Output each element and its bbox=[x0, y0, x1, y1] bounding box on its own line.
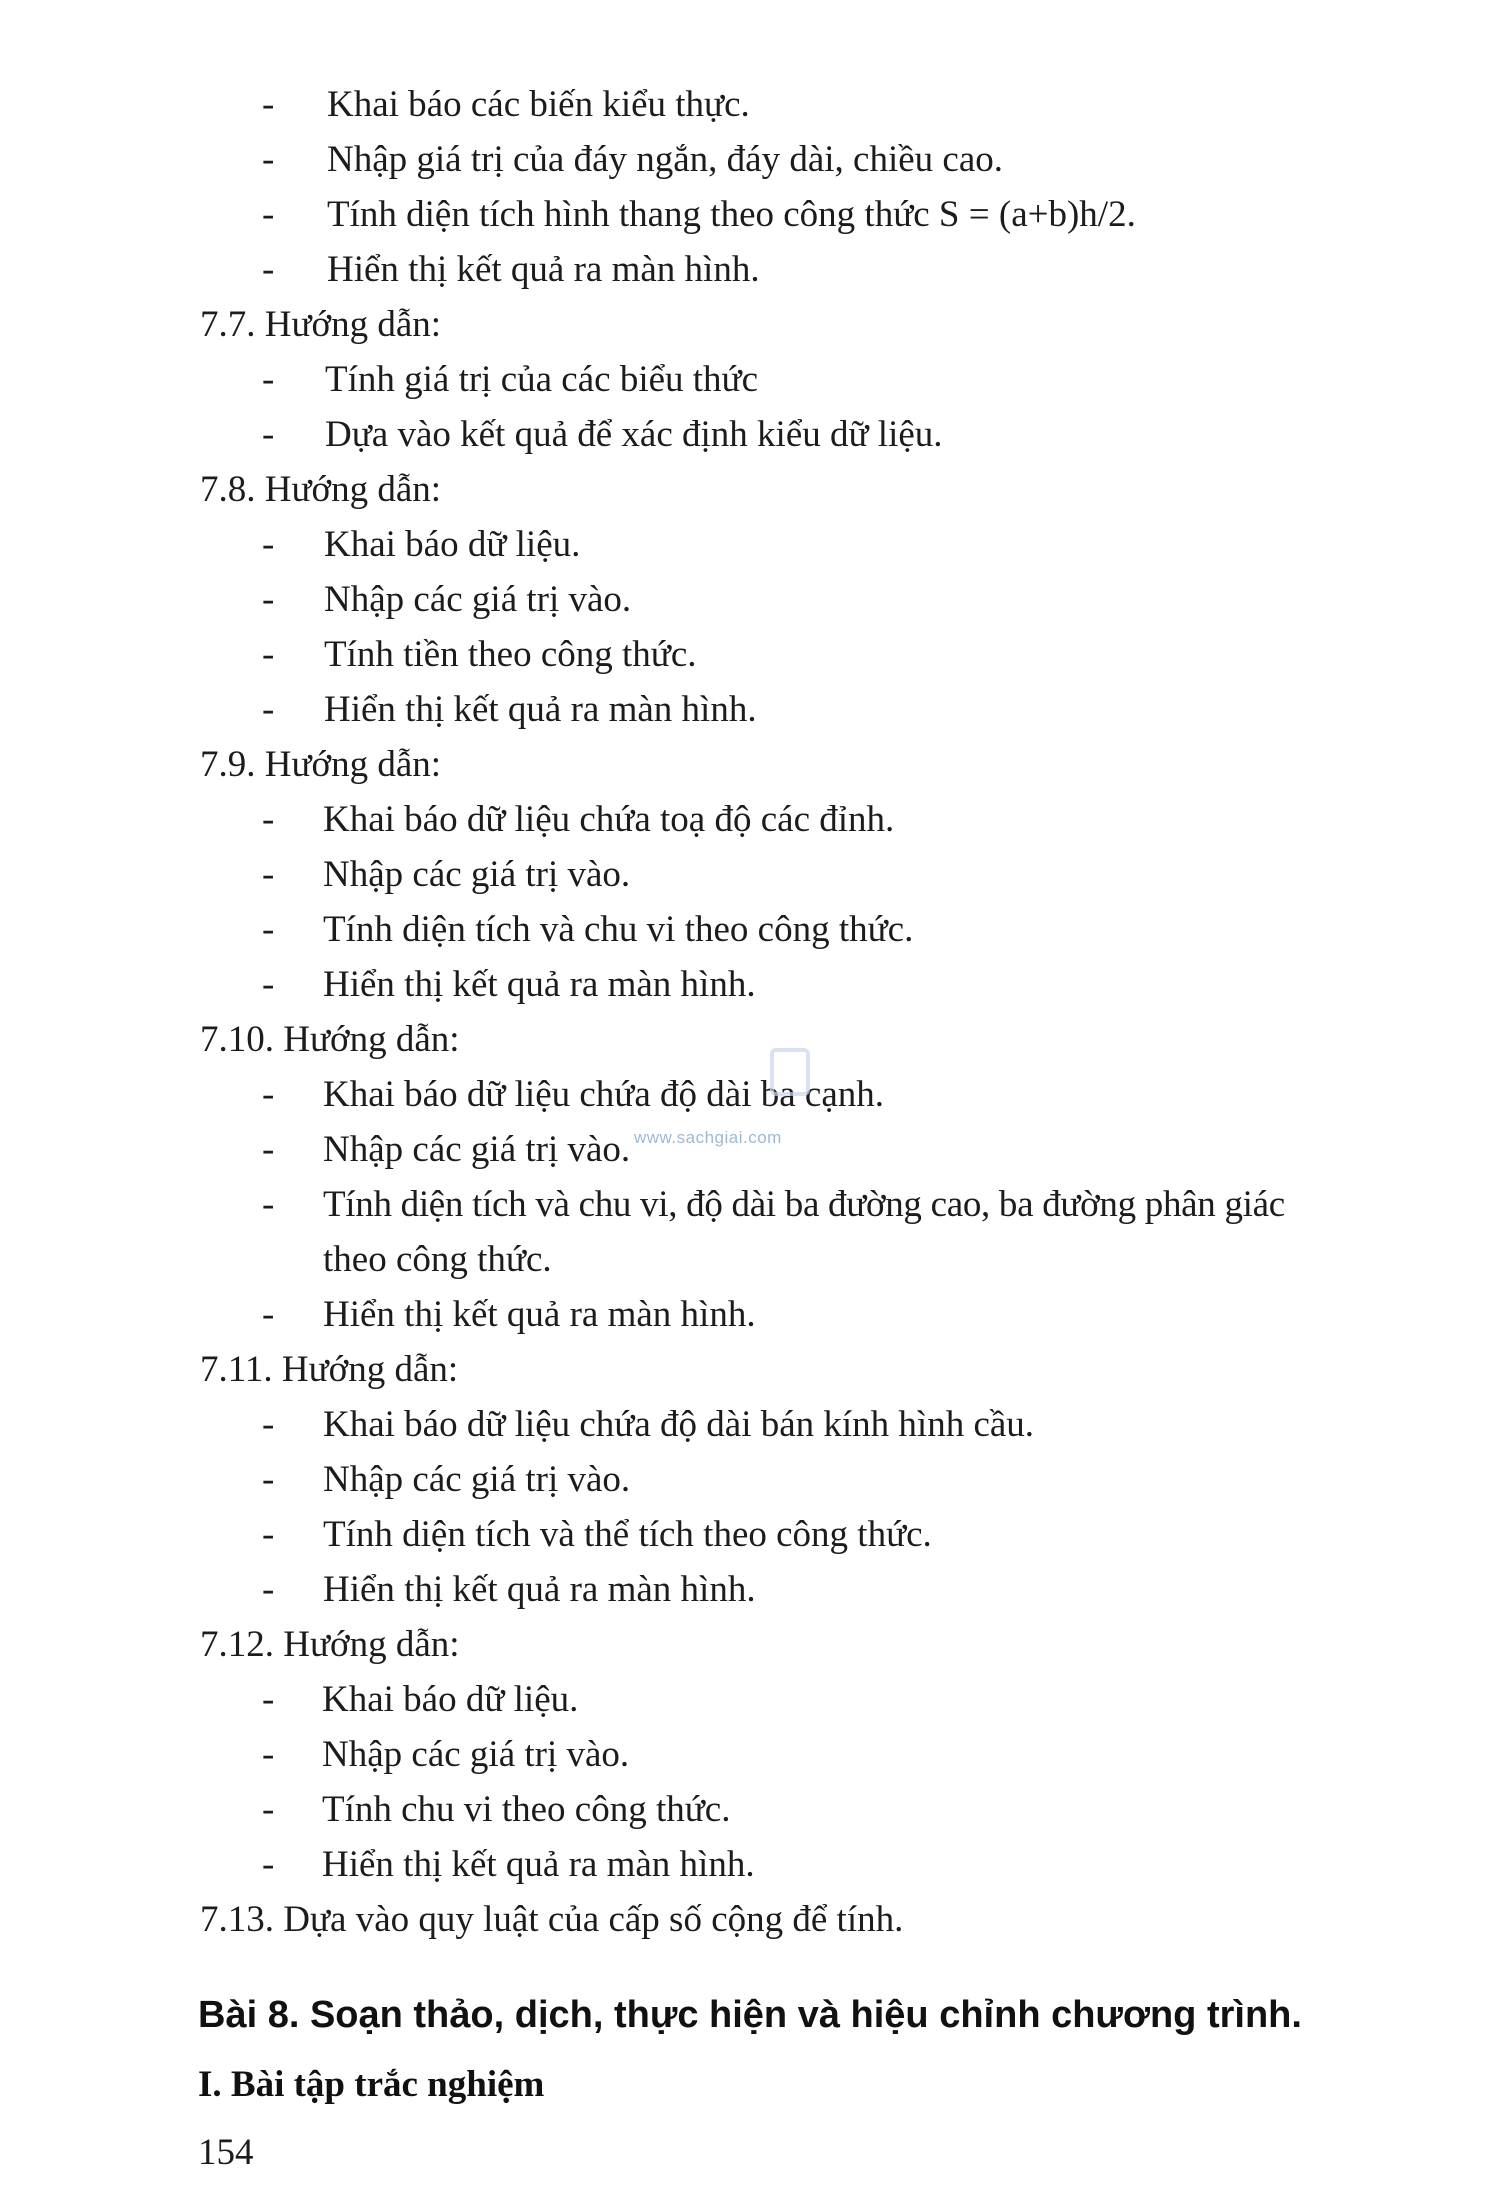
list-item: Nhập các giá trị vào. bbox=[324, 579, 632, 620]
list-item: Hiển thị kết quả ra màn hình. bbox=[324, 689, 757, 730]
list-dash: - bbox=[262, 799, 275, 840]
watermark-text: www.sachgiai.com bbox=[634, 1128, 782, 1147]
list-dash: - bbox=[262, 1569, 275, 1610]
section-heading-7-8: 7.8. Hướng dẫn: bbox=[200, 469, 442, 510]
list-dash: - bbox=[262, 1844, 275, 1885]
list-dash: - bbox=[262, 854, 275, 895]
list-item: Nhập giá trị của đáy ngắn, đáy dài, chiều cao. bbox=[327, 139, 1004, 180]
subsection-title: I. Bài tập trắc nghiệm bbox=[198, 2064, 545, 2105]
list-item: Khai báo dữ liệu. bbox=[324, 524, 581, 565]
page-number: 154 bbox=[198, 2132, 254, 2173]
list-item: Khai báo dữ liệu. bbox=[322, 1679, 579, 1720]
list-item: Tính diện tích và chu vi theo công thức. bbox=[323, 909, 914, 950]
list-dash: - bbox=[262, 1514, 275, 1555]
list-dash: - bbox=[262, 579, 275, 620]
list-dash: - bbox=[262, 1679, 275, 1720]
list-dash: - bbox=[262, 1074, 275, 1115]
list-item: Nhập các giá trị vào. bbox=[323, 1459, 631, 1500]
list-item: Khai báo dữ liệu chứa toạ độ các đỉnh. bbox=[323, 799, 895, 840]
list-dash: - bbox=[262, 964, 275, 1005]
lesson-title: Bài 8. Soạn thảo, dịch, thực hiện và hiệu chỉnh chương trình. bbox=[198, 1994, 1302, 2036]
section-heading-7-11: 7.11. Hướng dẫn: bbox=[200, 1349, 459, 1390]
list-dash: - bbox=[262, 1184, 275, 1225]
list-item: Khai báo dữ liệu chứa độ dài bán kính hình cầu. bbox=[323, 1404, 1035, 1445]
list-item: Nhập các giá trị vào. bbox=[322, 1734, 630, 1775]
list-item: Nhập các giá trị vào. bbox=[323, 854, 631, 895]
section-heading-7-10: 7.10. Hướng dẫn: bbox=[200, 1019, 460, 1060]
list-dash: - bbox=[262, 1294, 275, 1335]
list-item: Khai báo dữ liệu chứa độ dài ba cạnh. bbox=[323, 1074, 884, 1115]
list-dash: - bbox=[262, 139, 275, 180]
list-item: Hiển thị kết quả ra màn hình. bbox=[323, 1569, 756, 1610]
list-item: Tính diện tích và chu vi, độ dài ba đường cao, ba đường phân giác bbox=[323, 1184, 1285, 1225]
list-dash: - bbox=[262, 1734, 275, 1775]
list-item: Nhập các giá trị vào. bbox=[323, 1129, 631, 1170]
list-dash: - bbox=[262, 1459, 275, 1500]
list-item: Dựa vào kết quả để xác định kiểu dữ liệu. bbox=[325, 414, 943, 455]
watermark-logo-icon bbox=[770, 1048, 810, 1096]
list-dash: - bbox=[262, 909, 275, 950]
list-item: Tính chu vi theo công thức. bbox=[322, 1789, 731, 1830]
list-dash: - bbox=[262, 1129, 275, 1170]
list-dash: - bbox=[262, 689, 275, 730]
list-item: Hiển thị kết quả ra màn hình. bbox=[323, 1294, 756, 1335]
list-item: Tính diện tích hình thang theo công thức S = (a+b)h/2. bbox=[327, 194, 1136, 235]
list-item: Tính tiền theo công thức. bbox=[324, 634, 697, 675]
list-item: Hiển thị kết quả ra màn hình. bbox=[323, 964, 756, 1005]
list-dash: - bbox=[262, 1789, 275, 1830]
section-heading-7-7: 7.7. Hướng dẫn: bbox=[200, 304, 442, 345]
list-dash: - bbox=[262, 249, 275, 290]
list-dash: - bbox=[262, 359, 275, 400]
final-note: 7.13. Dựa vào quy luật của cấp số cộng để tính. bbox=[200, 1899, 904, 1940]
list-item: Hiển thị kết quả ra màn hình. bbox=[327, 249, 760, 290]
list-dash: - bbox=[262, 1404, 275, 1445]
list-dash: - bbox=[262, 634, 275, 675]
list-item: Khai báo các biến kiểu thực. bbox=[327, 84, 750, 125]
list-item: Tính diện tích và thể tích theo công thức. bbox=[323, 1514, 932, 1555]
list-dash: - bbox=[262, 84, 275, 125]
list-item: Hiển thị kết quả ra màn hình. bbox=[322, 1844, 755, 1885]
list-dash: - bbox=[262, 524, 275, 565]
list-item-continuation: theo công thức. bbox=[323, 1239, 552, 1280]
section-heading-7-9: 7.9. Hướng dẫn: bbox=[200, 744, 442, 785]
list-dash: - bbox=[262, 194, 275, 235]
section-heading-7-12: 7.12. Hướng dẫn: bbox=[200, 1624, 460, 1665]
list-item: Tính giá trị của các biểu thức bbox=[325, 359, 759, 400]
list-dash: - bbox=[262, 414, 275, 455]
